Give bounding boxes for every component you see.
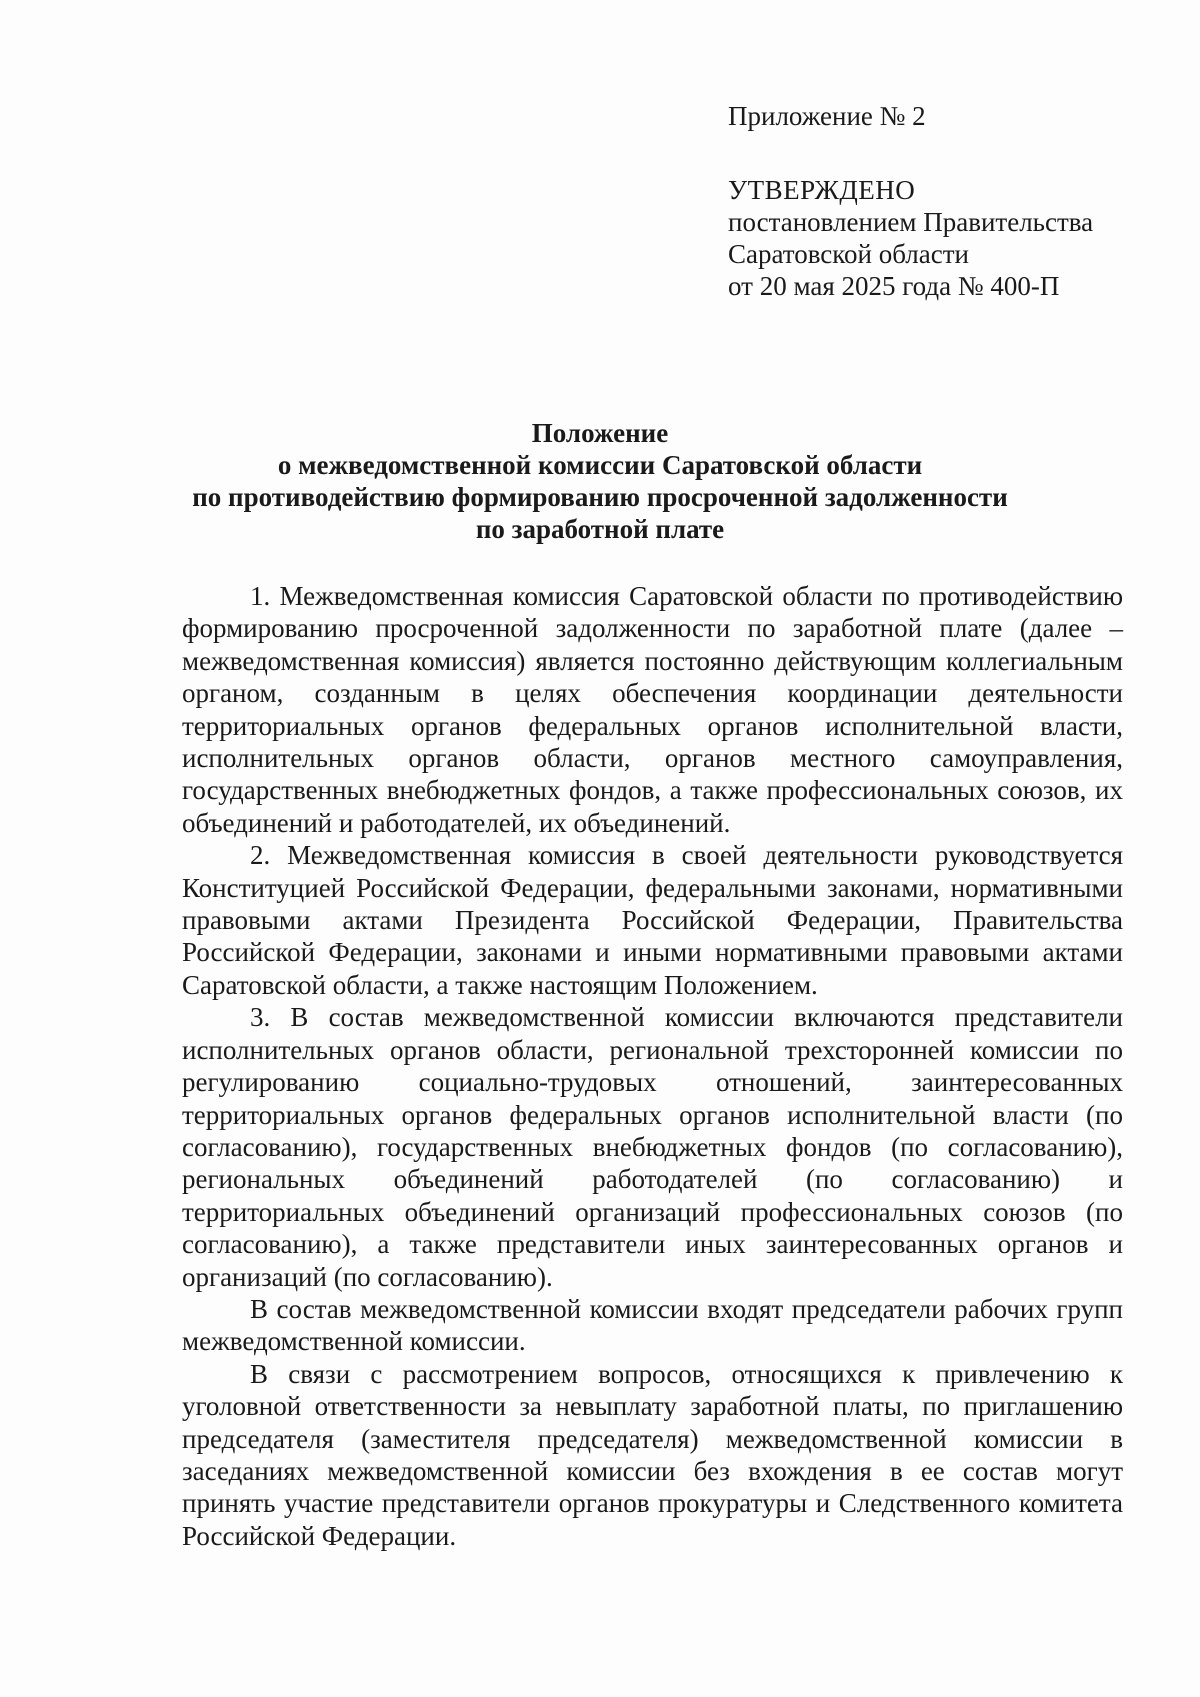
paragraph-1: 1. Межведомственная комиссия Саратовской области по противодействию формированию просроченной задолженности по заработной плате (далее – межведомственная комиссия) является постоянно действующим коллегиальным органом, созданным в целях обеспечения координации деятельности территориальных органов федеральных органов исполнительной власти, исполнительных органов области, органов местного самоуправления, государственных внебюджетных фондов, а также профессиональных союзов, их объединений и работодателей, их объединений. [182, 581, 1123, 838]
document-body [182, 580, 1123, 1552]
approval-stamp [728, 100, 1148, 302]
approval-line: от 20 мая 2025 года № 400-П [728, 271, 1060, 301]
paragraph-2: 2. Межведомственная комиссия в своей деятельности руководствуется Конституцией Российской Федерации, федеральными законами, нормативными правовыми актами Президента Российской Федерации, Правительства Российской Федерации, законами и иными нормативными правовыми актами Саратовской области, а также настоящим Положением. [182, 840, 1123, 1000]
approval-line: постановлением Правительства [728, 207, 1094, 237]
appendix-number: Приложение № 2 [728, 101, 926, 131]
paragraph-3-composition: В состав межведомственной комиссии входят председатели рабочих групп межведомственной комиссии. [182, 1293, 1123, 1357]
paragraph-3: 3. В состав межведомственной комиссии включаются представители исполнительных органов области, региональной трехсторонней комиссии по регулированию социально-трудовых отношений, заинтересованных территориальных органов федеральных органов исполнительной власти (по согласованию), государственных внебюджетных фондов (по согласованию), региональных объединений работодателей (по согласованию) и территориальных объединений организаций профессиональных союзов (по согласованию), а также представители иных заинтересованных органов и организаций (по согласованию). [182, 1002, 1123, 1292]
document-title [150, 417, 1050, 545]
paragraph-3-invitees: В связи с рассмотрением вопросов, относящихся к привлечению к уголовной ответственности за невыплату заработной платы, по приглашению председателя (заместителя председателя) межведомственной комиссии в заседаниях межведомственной комиссии без вхождения в ее состав могут принять участие представители органов прокуратуры и Следственного комитета Российской Федерации. [182, 1358, 1123, 1551]
title-line: по противодействию формированию просроченной задолженности [192, 482, 1008, 512]
approved-heading: УТВЕРЖДЕНО [728, 175, 916, 205]
approval-line: Саратовской области [728, 239, 969, 269]
title-line: Положение [531, 418, 669, 448]
title-line: по заработной плате [475, 514, 725, 544]
title-line: о межведомственной комиссии Саратовской области [277, 450, 923, 480]
